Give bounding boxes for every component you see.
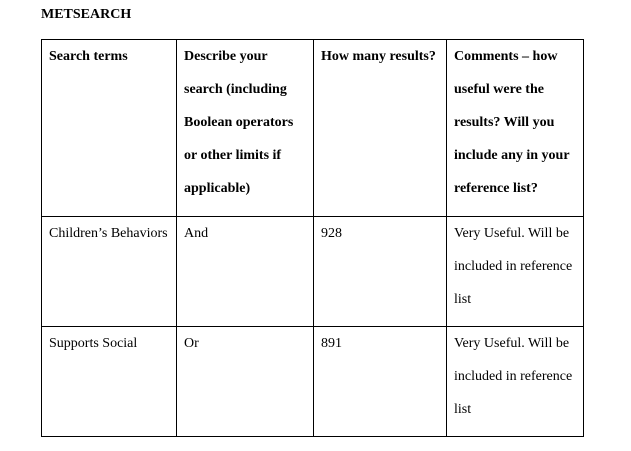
page-title: METSEARCH (41, 7, 132, 22)
cell-comments: Very Useful. Will be included in reference list (447, 327, 584, 437)
header-describe-search: Describe your search (including Boolean operators or other limits if applicable) (177, 40, 314, 217)
table-row (42, 327, 584, 437)
header-search-terms: Search terms (42, 40, 177, 217)
cell-search-terms: Supports Social (42, 327, 177, 437)
cell-description: Or (177, 327, 314, 437)
search-log-table (41, 39, 584, 437)
table-row (42, 217, 584, 327)
cell-comments: Very Useful. Will be included in reference list (447, 217, 584, 327)
cell-results: 928 (314, 217, 447, 327)
header-result-count: How many results? (314, 40, 447, 217)
cell-results: 891 (314, 327, 447, 437)
cell-description: And (177, 217, 314, 327)
table-header-row (42, 40, 584, 217)
header-comments: Comments – how useful were the results? Will you include any in your reference list? (447, 40, 584, 217)
cell-search-terms: Children’s Behaviors (42, 217, 177, 327)
